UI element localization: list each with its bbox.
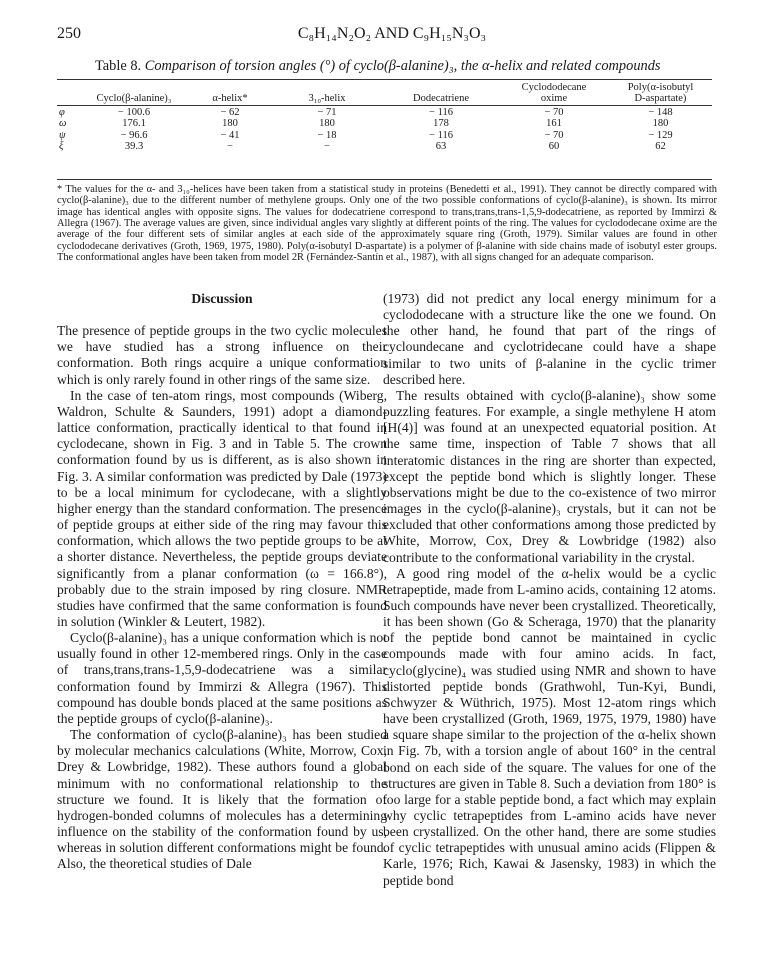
column-header: 3₁₀-helix: [308, 93, 346, 105]
angle-symbol: ξ: [59, 141, 64, 153]
column-header: Cyclododecane: [521, 82, 587, 93]
table-caption: [95, 58, 661, 75]
table-cell: 176.1: [122, 118, 146, 130]
right-column: [383, 291, 716, 889]
table-cell: −: [227, 141, 233, 153]
column-header: Dodecatriene: [413, 93, 469, 105]
paragraph: (1973) did not predict any local energy minimum for a cyclododecane with a structure like the one we found. On the other hand, he found that part of the rings of cycloundecane and cyclotridecane could have a shape similar to two units of β-alanine in the cyclic trimer described here.: [383, 291, 716, 387]
table-cell: − 70: [544, 129, 564, 141]
table-bottom-rule: [57, 179, 712, 180]
table-cell: − 70: [544, 106, 564, 118]
paragraph: Cyclo(β-alanine)₃ has a unique conformation which is not usually found in other 12-membered rings. Only in the case of trans,trans,trans-1,5,9-dodecatriene was a similar conformation found by Immirzi & Allegra (1967). This compound has double bonds placed at the same positions as the peptide groups of cyclo(β-alanine)₃.: [57, 630, 387, 726]
table-cell: −: [324, 141, 330, 153]
table-header-row-2: [57, 93, 712, 105]
table-cell: 180: [319, 118, 335, 130]
paragraph: The results obtained with cyclo(β-alanine)₃ show some puzzling features. For example, a single methylene H atom [H(4)] was found at an unexpected equatorial position. At the same time, inspection of Table 7 shows that all interatomic distances in the ring are shorter than expected, except the peptide bond which is slightly longer. These observations might be due to the co-existence of two mirror images in the cyclo(β-alanine)₃ crystals, but it can not be excluded that other conformations among those predicted by White, Morrow, Cox, Drey & Lowbridge (1982) also contribute to the conformational variability in the crystal.: [383, 387, 716, 565]
table-cell: − 96.6: [120, 129, 148, 141]
column-header: D-aspartate): [634, 93, 687, 105]
paragraph: The presence of peptide groups in the two cyclic molecules we have studied has a strong influence on their conformation. Both rings acquire a unique conformation which is only rarely found in other rings of the same size.: [57, 323, 387, 387]
column-header: Poly(α-isobutyl: [627, 82, 694, 93]
table-cell: − 116: [429, 106, 453, 118]
table-row: [57, 130, 712, 141]
table-cell: 178: [433, 118, 449, 130]
column-header: α-helix*: [212, 93, 248, 105]
table-cell: − 129: [648, 129, 673, 141]
table-cell: − 62: [220, 106, 240, 118]
table-footnote: [57, 184, 717, 263]
footnote-text: * The values for the α- and 3₁₀-helices have been taken from a statistical study in proteins (Benedetti et al., 1991). They cannot be directly compared with cyclo(β-alanine)₃ due to the different number of methylene groups. Only one of the two possible conformations of cyclo(β-alanine)₃ is shown. Its mirror image has identical angles with opposite signs. The values for dodecatriene correspond to trans,trans,trans-1,5,9-dodecatriene, as reported by Immirzi & Allegra (1967). The average values are given, since individual angles vary slightly at different points of the ring. The values for cyclododecane oxime are the average of the four different sets of similar angles at each side of the approximately square ring (Groth, 1979). Similar values are found in other cyclododecane derivatives (Groth, 1969, 1975, 1980). Poly(α-isobutyl D-aspartate) is a polymer of β-alanine with side chains made of isobutyl ester groups. The conformational angles have been taken from model 2R (Fernández-Santín et al., 1987), with all signs changed for an adequate comparison.: [57, 184, 717, 264]
table-row: [57, 107, 712, 118]
paragraph: The conformation of cyclo(β-alanine)₃ has been studied by molecular mechanics calculations (White, Morrow, Cox, Drey & Lowbridge, 1982). These authors found a global minimum with no conformational relationship to the structure we found. It is likely that the formation of hydrogen-bonded columns of molecules has a determining influence on the stability of the conformation found by us, whereas in solution different conformations might be found. Also, the theoretical studies of Dale: [57, 727, 387, 872]
table-label: Table 8.: [95, 58, 142, 74]
table-title: Comparison of torsion angles (°) of cyclo(β-alanine)₃, the α-helix and related compounds: [144, 58, 661, 74]
column-header: Cyclo(β-alanine)₃: [96, 93, 172, 105]
column-header: oxime: [540, 93, 568, 105]
angle-symbol: ψ: [59, 129, 66, 141]
table-cell: 62: [655, 141, 666, 153]
table-cell: − 100.6: [117, 106, 151, 118]
torsion-angle-table: [57, 82, 712, 152]
table-cell: − 116: [429, 129, 453, 141]
paragraph: In the case of ten-atom rings, most compounds (Wiberg, Waldron, Schulte & Saunders, 1991) adopt a diamond-lattice conformation, practically identical to that found in cyclodecane, shown in Fig. 3 and in Table 5. The crown conformation found by us is different, as is also shown in Fig. 3. A similar conformation was predicted by Dale (1973) to be a local minimum for cyclodecane, with a slightly higher energy than the standard conformation. The presence of peptide groups at either side of the ring may favour this conformation, which allows the two peptide groups to be at a shorter distance. Nevertheless, the peptide groups deviate significantly from a planar conformation (ω = 166.8°), probably due to the strain imposed by ring closure. NMR studies have confirmed that the same conformation is found in solution (Winkler & Leutert, 1982).: [57, 387, 387, 629]
table-cell: 63: [435, 141, 447, 153]
table-cell: − 41: [220, 129, 240, 141]
running-head: C₈H₁₄N₂O₂ AND C₉H₁₅N₃O₃: [297, 25, 487, 42]
table-cell: 180: [222, 118, 238, 130]
paragraph: A good ring model of the α-helix would be a cyclic tetrapeptide, made from L-amino acids, containing 12 atoms. Such compounds have never been crystallized. Theoretically, it has been shown (Go & Scheraga, 1970) that the planarity of the peptide bond cannot be maintained in cyclic compounds made with four amino acids. In fact, cyclo(glycine)₄ was studied using NMR and shown to have distorted peptide bonds (Grathwohl, Tun-Kyi, Bundi, Schwyzer & Wüthrich, 1975). Most 12-atom rings which have been crystallized (Groth, 1969, 1975, 1979, 1980) have a square shape similar to the projection of the α-helix shown in Fig. 7b, with a torsion angle of about 160° in the central bond on each side of the square. The values for one of the structures are given in Table 8. Such a deviation from 180° is too large for a stable peptide bond, a fact which may explain why cyclic tetrapeptides from L-amino acids have never been crystallized. On the other hand, there are some studies of cyclic tetrapeptides with unusual amino acids (Flippen & Karle, 1976; Rich, Kawai & Jasensky, 1983) in which the peptide bond: [383, 565, 716, 888]
table-cell: 180: [652, 118, 669, 130]
table-cell: 39.3: [124, 141, 144, 153]
page-number: 250: [57, 25, 81, 42]
angle-symbol: ω: [59, 118, 67, 130]
section-heading: Discussion: [191, 291, 253, 306]
table-cell: − 71: [317, 106, 337, 118]
table-cell: 161: [546, 118, 562, 130]
table-cell: − 148: [648, 106, 673, 118]
table-row: [57, 118, 712, 129]
angle-symbol: φ: [59, 106, 65, 118]
table-cell: 60: [548, 141, 560, 153]
table-header-row-1: [57, 82, 712, 93]
table-top-rule: [57, 79, 712, 80]
left-column: [57, 291, 387, 872]
table-row: [57, 141, 712, 152]
table-cell: − 18: [317, 129, 337, 141]
